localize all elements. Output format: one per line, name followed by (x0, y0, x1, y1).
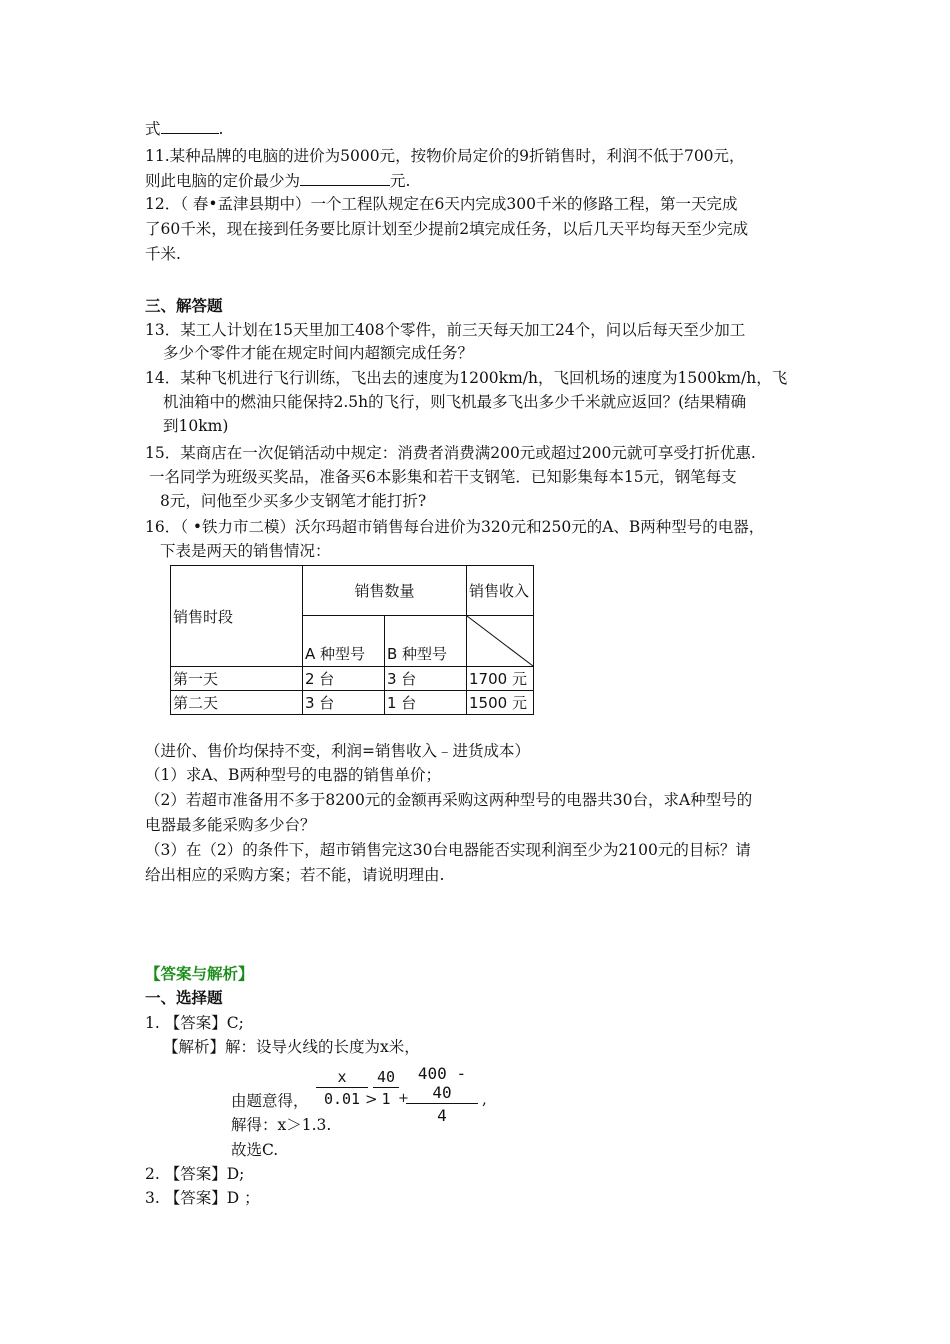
fraction-400-40 (406, 1064, 478, 1125)
question-12-line1: 12．（ 春•孟津县期中）一个工程队规定在6天内完成300千米的修路工程，第一天完成 (145, 195, 738, 213)
section-title-choice: 一、选择题 (145, 988, 223, 1007)
text: . (218, 120, 224, 138)
answer-1-choose: 故选C. (231, 1141, 279, 1159)
table-row (171, 667, 534, 691)
question-13-line1: 13．某工人计划在15天里加工408个零件，前三天每天加工24个，问以后每天至少加工 (145, 321, 746, 339)
table-row (171, 691, 534, 715)
diagonal-line (467, 616, 533, 666)
part-2-line1: （2）若超市准备用不多于8200元的金额再采购这两种型号的电器共30台，求A种型号的 (145, 791, 753, 809)
answers-header: 【答案与解析】 (145, 964, 254, 983)
equation-comma: , (482, 1090, 487, 1108)
header-revenue: 销售收入 (467, 566, 534, 616)
question-15-line1: 15．某商店在一次促销活动中规定：消费者消费满200元或超过200元就可享受打折优惠. (145, 444, 756, 462)
diagonal-cell (467, 616, 534, 667)
answer-blank (161, 118, 219, 134)
question-12-line3: 千米. (145, 245, 181, 263)
denominator: 4 (437, 1106, 447, 1125)
answer-1-solve: 解得：x＞1.3. (231, 1116, 332, 1134)
text: 式 (145, 120, 161, 138)
equation-prefix: 由题意得， (231, 1092, 309, 1110)
question-15-line2: 一名同学为班级买奖品，准备买6本影集和若干支钢笔．已知影集每本15元，钢笔每支 (149, 468, 737, 486)
denominator: 0.01 (323, 1090, 361, 1108)
question-12-line2: 了60千米，现在接到任务要比原计划至少提前2填完成任务，以后几天平均每天至少完成 (145, 220, 749, 238)
numerator: x (316, 1068, 368, 1088)
question-11-line2 (145, 170, 410, 192)
fraction-40 (373, 1068, 399, 1108)
cell-day: 第二天 (171, 691, 303, 715)
cell-a: 3 台 (303, 691, 385, 715)
answer-3: 3. 【答案】D ； (145, 1189, 260, 1207)
text: 则此电脑的定价最少为 (145, 172, 301, 190)
part-2-line2: 电器最多能采购多少台？ (145, 816, 316, 834)
question-13-line2: 多少个零件才能在规定时间内超额完成任务？ (163, 344, 474, 362)
greater-than: > (365, 1090, 378, 1108)
answer-2: 2. 【答案】D; (145, 1165, 245, 1183)
cell-a: 2 台 (303, 667, 385, 691)
plus-sign: + (398, 1091, 409, 1106)
line-blank-formula (145, 118, 223, 140)
header-type-a: A 种型号 (303, 616, 385, 667)
answer-1-explanation: 【解析】解：设导火线的长度为x米， (163, 1038, 420, 1056)
cell-revenue: 1700 元 (467, 667, 534, 691)
question-16-line2: 下表是两天的销售情况： (160, 542, 331, 560)
text: 元. (390, 172, 411, 190)
denominator: 1 (381, 1090, 391, 1108)
question-16-line1: 16．（ •铁力市二模）沃尔玛超市销售每台进价为320元和250元的A、B两种型号的电器， (145, 518, 765, 536)
question-14-line3: 到10km) (163, 417, 229, 435)
answer-blank (300, 170, 390, 186)
sales-table (170, 565, 534, 715)
part-1: （1）求A、B两种型号的电器的销售单价； (145, 766, 441, 784)
header-quantity: 销售数量 (303, 566, 467, 616)
part-3-line1: （3）在（2）的条件下，超市销售完这30台电器能否实现利润至少为2100元的目标？请 (145, 841, 751, 859)
question-14-line2: 机油箱中的燃油只能保持2.5h的飞行，则飞机最多飞出多少千米就应返回？(结果精确 (163, 393, 747, 411)
cell-b: 3 台 (385, 667, 467, 691)
answer-1: 1. 【答案】C; (145, 1014, 244, 1032)
question-11-line1: 11.某种品牌的电脑的进价为5000元，按物价局定价的9折销售时，利润不低于700元， (145, 147, 745, 165)
note-profit: （进价、售价均保持不变，利润=销售收入﹣进货成本） (145, 742, 530, 760)
fraction-x (316, 1068, 368, 1108)
numerator: 400 - 40 (406, 1064, 478, 1104)
cell-day: 第一天 (171, 667, 303, 691)
cell-b: 1 台 (385, 691, 467, 715)
header-period: 销售时段 (171, 566, 303, 667)
question-14-line1: 14．某种飞机进行飞行训练，飞出去的速度为1200km/h，飞回机场的速度为1500km/h，飞 (145, 369, 788, 387)
header-type-b: B 种型号 (385, 616, 467, 667)
part-3-line2: 给出相应的采购方案；若不能，请说明理由. (145, 866, 445, 884)
question-15-line3: 8元，问他至少买多少支钢笔才能打折? (160, 492, 427, 510)
numerator: 40 (373, 1068, 399, 1088)
section-title-solve: 三、解答题 (145, 296, 223, 315)
cell-revenue: 1500 元 (467, 691, 534, 715)
